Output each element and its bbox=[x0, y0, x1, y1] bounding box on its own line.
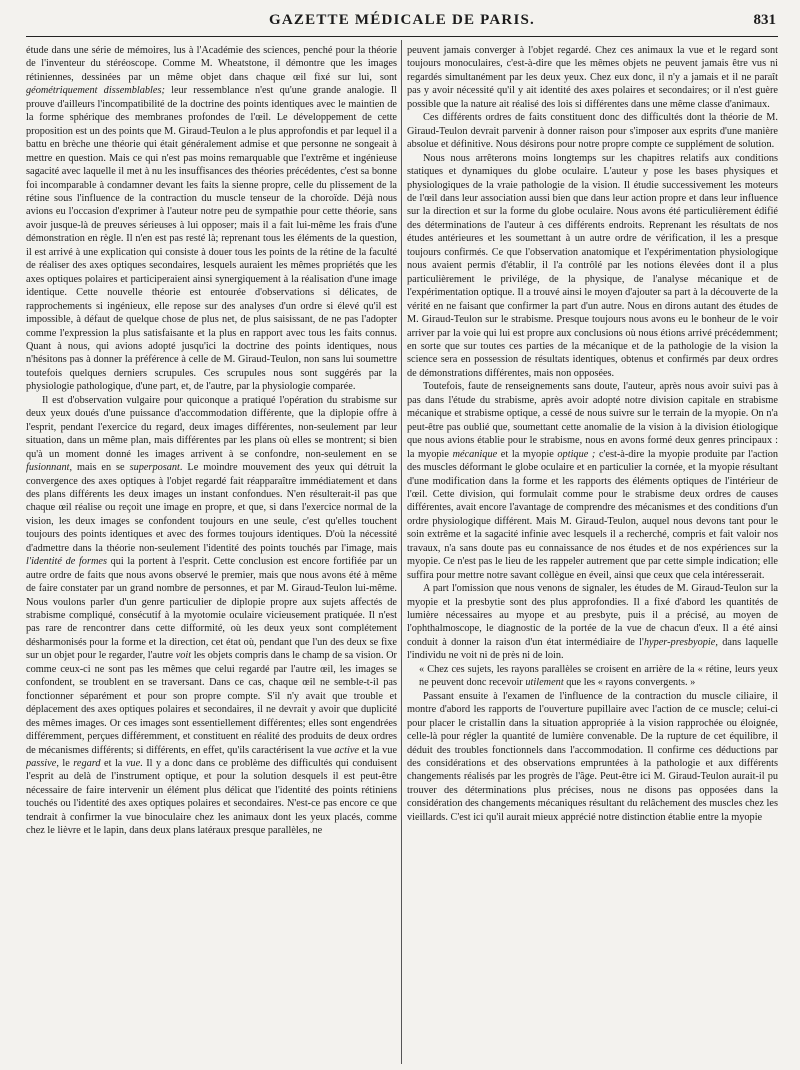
paragraph bbox=[26, 394, 397, 838]
paragraph bbox=[407, 582, 778, 663]
text-run: , dans laquelle l'individu ne voit ni de près ni de loin. bbox=[407, 636, 778, 662]
journal-title: GAZETTE MÉDICALE DE PARIS. bbox=[269, 12, 535, 28]
italic-text: fusionnant bbox=[26, 462, 70, 474]
text-run: Nous nous arrêterons moins longtemps sur les chapitres relatifs aux conditions statiques et dynamiques du globe oculaire. L'auteur y pose les bases physiques et physiologiques de la vraie pathologie de la vision. Il étudie successivement les moteurs de l'œil dans leur association aussi bien que dans leur action propre et dans leur influence sur la direction et sur la forme du globe oculaire. Nous avons été particulièrement édifié des déterminations de l'auteur à ces différents endroits. Reprenant les résultats de nos études antérieures et les soumettant à un autre ordre de vérification, il les a presque toujours confirmés. Ce que l'observation anatomique et l'expérimentation physiologique nous avaient permis d'établir, il l'a contrôlé par les notions élevées dont il a plus particulièrement le privilége, de la physique, de l'analyse mécanique et de l'expérimentation optique. Il a trouvé ainsi le moyen d'ajouter sa part à la découverte de la vérité en ne faisant que confirmer la part d'un autre. Nous en dirons autant des études de M. Giraud-Teulon sur le strabisme. Presque toujours nous avons eu le bonheur de le voir arriver par la voie qui lui est propre aux conclusions où nous étions arrivé précédemment; en sorte que sur toutes ces parties de la mécanique et de la pathologie de la vision la science sera en possession de résultats identiques, obtenus et confirmés par deux ordres de démonstrations différentes, mais non opposées. bbox=[407, 152, 778, 379]
text-run: qui la portent à l'esprit. Cette conclusion est encore fortifiée par un autre ordre de faits que nous avons observé le premier, mais que nous avons été à même de faire constater par un grand nombre de personnes, et par M. Giraud-Teulon lui-même. Nous voulons parler d'un genre particulier de diplopie propre aux sujets affectés de strabisme compliqué, consécutif à la myotomie oculaire vicieusement pratiquée. Il n'est pas rare de rencontrer dans cette difformité, où les deux yeux sont complétement désharmonisés pour la forme et la direction, cet état où, pendant que l'un des deux se fixe sur un objet pour le regarder, l'autre bbox=[26, 556, 397, 662]
text-run: . Le moindre mouvement des yeux qui détruit la convergence des axes optiques à l'objet regardé fait réapparaître immédiatement et dans des plans différents les deux images un instant confondues. N'en résulterait-il pas que chaque œil réalise ou reçoit une image en propre, et que, si dans l'exercice normal de la vision, les deux images se confondent toujours en une seule, c'est qu'elles touchent toujours des points identiques et avec des formes toujours identiques. D'où la nécessité d'admettre dans la théorie non-seulement l'identité des points touchés par l'image, mais bbox=[26, 462, 397, 554]
italic-text: géométriquement dissemblables; bbox=[26, 85, 165, 97]
left-column bbox=[26, 44, 397, 1062]
text-run: que les « rayons convergents. » bbox=[563, 677, 696, 689]
paragraph bbox=[407, 111, 778, 151]
paragraph bbox=[26, 44, 397, 394]
right-column bbox=[407, 44, 778, 1062]
paragraph bbox=[407, 690, 778, 825]
text-run: . Il y a donc dans ce problème des difficultés qui conduisent l'esprit au delà de l'instrument optique, et pour la solution desquels il est peut-être nécessaire de faire intervenir un élément plus délicat que l'identité des points rétiniens touchés ou l'identité des axes optiques polaires et secondaires. N'est-ce pas encore ce que tendrait à confirmer la vue binoculaire chez les animaux dont les yeux placés, comme chez le lièvre et le lapin, dans deux plans latéraux presque parallèles, ne bbox=[26, 758, 397, 837]
text-run: et la bbox=[100, 758, 126, 770]
text-run: Il est d'observation vulgaire pour quiconque a pratiqué l'opération du strabisme sur deux yeux doués d'une puissance d'accommodation différente, que la diplopie offre à l'esprit, pendant l'exercice du regard, deux images différentes, non-seulement par leur situation, dans un même plan, mais différentes par les plans où elles se montrent; si bien qu'à un moment donné les images arrivent à se confondre, non-seulement en se bbox=[26, 394, 397, 460]
page-number: 831 bbox=[753, 12, 776, 28]
italic-text: passive bbox=[26, 758, 57, 770]
text-run: « Chez ces sujets, les rayons parallèles se croisent en arrière de la « rétine, leurs yeux ne peuvent donc recevoir bbox=[419, 663, 778, 689]
italic-text: utilement bbox=[525, 677, 564, 689]
text-run: Ces différents ordres de faits constituent donc des difficultés dont la théorie de M. Giraud-Teulon devrait parvenir à donner raison pour s'imposer aux esprits d'une manière absolue et définitive. Nous désirons pour notre propre compte ce supplément de solution. bbox=[407, 112, 778, 151]
text-run: , le bbox=[56, 758, 74, 770]
text-run: et la myopie bbox=[497, 448, 558, 460]
italic-text: active bbox=[334, 744, 359, 756]
block-quote bbox=[407, 663, 778, 690]
paragraph bbox=[407, 44, 778, 111]
italic-text: optique ; bbox=[557, 448, 596, 460]
paragraph bbox=[407, 380, 778, 582]
paragraph bbox=[407, 152, 778, 381]
text-run: les objets compris dans le champ de sa vision. Or comme ceux-ci ne sont pas les mêmes que celui regardé par l'autre œil, les images se confondent, se troublent en se traversant. Dans ce cas, chaque œil ne semble-t-il pas fonctionner séparément et pour son propre compte. S'il n'y avait que trouble et déplacement des axes optiques polaires et secondaires, il ne devrait y avoir que duplicité des mêmes images. Or ces images sont essentiellement différentes; elles sont engendrées différemment, perçues différemment, et constituent en réalité des produits de deux ordres de mécanismes différents; si différents, en effet, qu'ils caractérisent la vue bbox=[26, 650, 397, 756]
text-run: , mais en se bbox=[69, 462, 130, 474]
text-run: et la vue bbox=[359, 744, 397, 756]
column-divider bbox=[401, 40, 402, 1064]
text-run: c'est-à-dire la myopie produite par l'action des muscles déformant le globe oculaire et en particulier la cornée, et la myopie résultant d'une modification dans la forme et les rapports des éléments optiques de l'intérieur de l'œil. Cette division, qui formulait comme pour le strabisme deux ordres de causes différentes, avait encore l'avantage de comprendre des mécanismes et des conditions d'un ordre physiologique différent. Mais M. Giraud-Teulon, auquel nous devons tant pour le soin extrême et la sagacité infinie avec lesquels il a recherché, compris et fait valoir nos travaux, n'a sans doute pas eu connaissance de nos études et de nos expériences sur la myopie. Ce n'est pas le lieu de les rappeler autrement que par cette simple indication; elle suffira pour mettre notre savant collègue en éveil, ainsi que ceux que cela intéresserait. bbox=[407, 448, 778, 581]
text-run: leur ressemblance n'est qu'une grande analogie. Il prouve d'ailleurs l'incompatibilité de la doctrine des points identiques avec le maintien de la forme sphérique des membranes profondes de l'œil. Le développement de cette proposition est un des points que M. Giraud-Teulon a le plus approfondis et par lequel il a battu en brèche une théorie qui était généralement admise et que personne ne songeait à mettre en question. Mais ce qui n'est pas moins remarquable que l'extrême et ingénieuse sagacité avec laquelle il met à nu les insuffisances des théories précédentes, c'est sa bonne foi incomparable à condamner devant les faits la sienne propre, celle du plissement de la rétine sous l'influence de la contraction du muscle tenseur de la choroïde. Déjà nous avions eu l'occasion d'exprimer à l'auteur notre peu de sympathie pour cette théorie, sans avoir jusque-là de preuves sérieuses à lui opposer; mais il a fait lui-même les frais d'une démonstration en règle. Il n'en est pas resté là; reprenant tous les éléments de la question, il est arrivé à une explication qui consiste à douer tous les points de la rétine de la faculté de réaliser des axes optiques secondaires, lesquels auraient les mêmes propriétés que les axes optiques polaires et participeraient ainsi synergiquement à la réalisation d'une image identique. Cette nouvelle théorie est entourée d'observations si délicates, de rapprochements si ingénieux, elle repose sur des analyses d'un ordre si élevé qu'il est impossible, à défaut de quelque chose de plus net, de plus saisissant, de ne pas l'adopter comme l'expression la plus satisfaisante et la plus en rapport avec tous les faits connus. Quant à nous, qui avions adopté jusqu'ici la doctrine des points identiques, nous n'hésitons pas à donner la préférence à celle de M. Giraud-Teulon, non sans lui soumettre toutefois quelques derniers scrupules. Ces scrupules nous sont suggérés par la physiologie pathologique, d'une part, et, de l'autre, par la physiologie comparée. bbox=[26, 85, 397, 393]
text-run: étude dans une série de mémoires, lus à l'Académie des sciences, penché pour la théorie de l'inventeur du stéréoscope. Comme M. Wheatstone, il démontre que les images rétiniennes, dessinées par un même objet dans chaque œil fixé sur lui, sont bbox=[26, 45, 397, 83]
italic-text: vue bbox=[125, 758, 141, 770]
text-run: A part l'omission que nous venons de signaler, les études de M. Giraud-Teulon sur la myopie et la presbytie sont des plus approfondies. Il a fixé d'abord les quantités de lumière nécessaires au myope et au presbyte, puis il a précisé, au moyen de l'ophthalmoscope, le diagnostic de la portée de la vue de chacun d'eux. Il a été ainsi conduit à donner la raison d'un état intermédiaire de l' bbox=[407, 583, 778, 648]
text-run: Toutefois, faute de renseignements sans doute, l'auteur, après nous avoir suivi pas à pas dans l'étude du strabisme, après avoir adopté notre division capitale en strabisme mécanique et strabisme optique, a cessé de nous suivre sur le terrain de la myopie. On n'a peut-être pas oublié que, soumettant cette anomalie de la vision à la division étiologique que nous avions établie pour le strabisme, nous en avons formé deux genres principaux : la myopie bbox=[407, 381, 778, 460]
italic-text: regard bbox=[73, 758, 101, 770]
italic-text: superposant bbox=[129, 462, 180, 474]
page-header bbox=[26, 10, 778, 37]
text-run: peuvent jamais converger à l'objet regardé. Chez ces animaux la vue et le regard sont toujours monoculaires, c'est-à-dire que les mêmes objets ne peuvent jamais être vus ni regardés simultanément par les deux yeux. Chez eux donc, il n'y a jamais et il ne paraît pas y avoir nécessité qu'il y ait identité des axes polaires et secondaires; or il n'est guère possible que la nature ait réalisé des lois si différentes dans une même classe d'animaux. bbox=[407, 45, 778, 110]
italic-text: voit bbox=[175, 650, 192, 662]
text-run: Passant ensuite à l'examen de l'influence de la contraction du muscle ciliaire, il montre d'abord les rapports de l'ouverture pupillaire avec l'action de ce muscle; celui-ci pour placer le cristallin dans la situation appropriée à la vision rapprochée ou éloignée, celle-là pour régler la quantité de lumière convenable. De la rupture de cet équilibre, il déduit des troubles fonctionnels dans l'accommodation. Il confirme ces déductions par des considérations et des observations empruntées à la pathologie et aux différents changements réalisés par les progrès de l'âge. Peut-être ici M. Giraud-Teulon aurait-il pu trouver des déterminations plus précises, nous ne disons pas opposées dans la considération des changements mécaniques résultant du relâchement des muscles chez les vieillards. C'est ici qu'il aurait mieux apprécié notre distinction établie entre la myopie bbox=[407, 690, 778, 823]
italic-text: l'identité de formes bbox=[26, 556, 107, 568]
italic-text: mécanique bbox=[452, 448, 498, 460]
italic-text: hyper-presbyopie bbox=[643, 636, 716, 648]
